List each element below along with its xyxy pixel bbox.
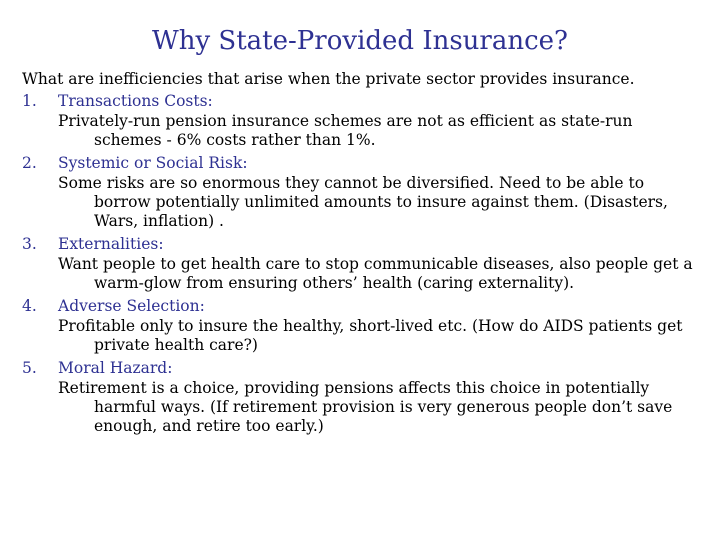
point-body: Want people to get health care to stop communicable diseases, also people get a warm-glow from ensuring others’ health (caring externality). xyxy=(58,255,693,292)
list-item xyxy=(22,357,702,436)
point-number: 4. xyxy=(22,297,37,315)
point-number: 5. xyxy=(22,359,37,377)
point-number: 3. xyxy=(22,235,37,253)
slide-title: Why State-Provided Insurance? xyxy=(152,26,568,56)
point-number: 2. xyxy=(22,154,37,172)
point-heading: Moral Hazard: xyxy=(58,359,173,377)
point-heading: Transactions Costs: xyxy=(58,92,213,110)
points-list xyxy=(22,90,702,438)
point-body: Profitable only to insure the healthy, short-lived etc. (How do AIDS patients get private health care?) xyxy=(58,317,683,354)
list-item xyxy=(22,295,702,355)
point-number: 1. xyxy=(22,92,37,110)
point-body: Privately-run pension insurance schemes are not as efficient as state-run schemes - 6% costs rather than 1%. xyxy=(58,112,633,149)
point-body: Some risks are so enormous they cannot be diversified. Need to be able to borrow potentially unlimited amounts to insure against them. (Disasters, Wars, inflation) . xyxy=(58,174,668,230)
point-heading: Adverse Selection: xyxy=(58,297,205,315)
intro-text: What are inefficiencies that arise when the private sector provides insurance. xyxy=(22,70,635,88)
list-item xyxy=(22,90,702,150)
list-item xyxy=(22,152,702,231)
list-item xyxy=(22,233,702,293)
point-body: Retirement is a choice, providing pensions affects this choice in potentially harmful ways. (If retirement provision is very generous people don’t save enough, and retire too early.) xyxy=(58,379,673,435)
point-heading: Externalities: xyxy=(58,235,164,253)
point-heading: Systemic or Social Risk: xyxy=(58,154,248,172)
